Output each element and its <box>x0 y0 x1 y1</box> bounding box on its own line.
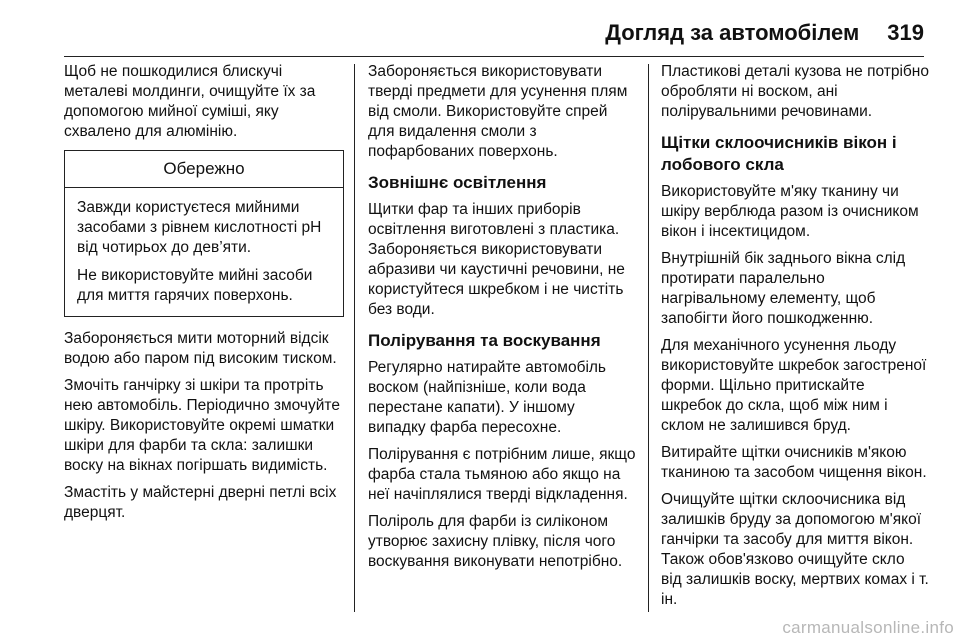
paragraph: Змочіть ганчірку зі шкіри та протріть нею автомобіль. Періодично змочуйте шкіру. Використовуйте окремі шматки шкіри для фарби та скла: залишки воску на вікнах погіршать видимість. <box>64 377 340 474</box>
paragraph: Полірування є потрібним лише, якщо фарба стала тьмяною або якщо на неї начіплялися тверді відкладення. <box>368 446 636 503</box>
column-2 <box>368 62 636 579</box>
paragraph: Щитки фар та інших приборів освітлення виготовлені з пластика. Забороняється використовувати абразиви чи каустичні речовини, не користуйтеся шкребком і не чистіть без води. <box>368 201 625 318</box>
paragraph: Витирайте щітки очисників м'якою тканиною та засобом чищення вікон. <box>661 444 927 481</box>
column-divider-2 <box>648 64 649 612</box>
paragraph: Щоб не пошкодилися блискучі металеві молдинги, очищуйте їх за допомогою мийної суміші, яку схвалено для алюмінію. <box>64 63 316 140</box>
page-number: 319 <box>887 20 924 45</box>
paragraph: Пластикові деталі кузова не потрібно обробляти ні воском, ані полірувальними речовинами. <box>661 63 929 120</box>
paragraph: Внутрішній бік заднього вікна слід протирати паралельно нагрівальному елементу, щоб запобігти його пошкодженню. <box>661 250 906 327</box>
warning-body <box>65 188 343 316</box>
page-header <box>605 20 924 52</box>
page-title: Догляд за автомобілем <box>605 20 860 45</box>
paragraph: Для механічного усунення льоду використовуйте шкребок загостреної форми. Щільно притискайте шкребок до скла, щоб між ним і склом не залишився бруд. <box>661 337 927 434</box>
watermark: carmanualsonline.info <box>782 618 954 637</box>
section-heading: Щітки склоочисників вікон і лобового скла <box>661 133 897 174</box>
warning-paragraph: Не використовуйте мийні засоби для миття гарячих поверхонь. <box>77 267 313 304</box>
section-heading: Зовнішнє освітлення <box>368 173 547 192</box>
column-1 <box>64 62 344 530</box>
column-divider-1 <box>354 64 355 612</box>
column-3 <box>661 62 929 617</box>
paragraph: Регулярно натирайте автомобіль воском (найпізніше, коли вода перестане капати). У іншому випадку фарба пересохне. <box>368 359 607 436</box>
paragraph: Використовуйте м'яку тканину чи шкіру верблюда разом із очисником вікон і інсектицидом. <box>661 183 919 240</box>
paragraph: Забороняється використовувати тверді предмети для усунення плям від смоли. Використовуйте спрей для видалення смоли з пофарбованих поверхонь. <box>368 63 628 160</box>
paragraph: Поліроль для фарби із силіконом утворює захисну плівку, після чого воскування виконувати непотрібно. <box>368 513 623 570</box>
section-heading: Полірування та воскування <box>368 331 601 350</box>
header-rule <box>64 56 924 57</box>
paragraph: Забороняється мити моторний відсік водою або паром під високим тиском. <box>64 330 337 367</box>
paragraph: Змастіть у майстерні дверні петлі всіх дверцят. <box>64 484 337 521</box>
paragraph: Очищуйте щітки склоочисника від залишків бруду за допомогою м'якої ганчірки та засобу для миття вікон. Також обов'язково очищуйте скло від залишків воску, мертвих комах і т. ін. <box>661 491 929 608</box>
warning-title: Обережно <box>65 151 343 188</box>
warning-box <box>64 150 344 317</box>
warning-paragraph: Завжди користуєтеся мийними засобами з рівнем кислотності pH від чотирьох до дев’яти. <box>77 199 322 256</box>
